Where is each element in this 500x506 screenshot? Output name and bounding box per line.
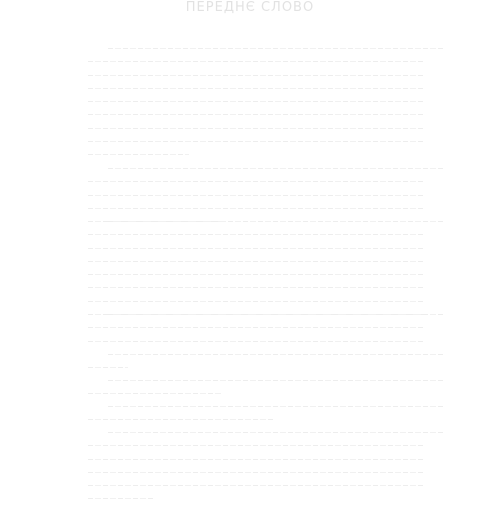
paragraph-1 xyxy=(88,42,424,162)
page-heading: ПЕРЕДНЄ СЛОВО xyxy=(185,0,315,15)
paragraph-4 xyxy=(88,308,424,348)
paragraph-7 xyxy=(88,400,424,427)
paragraph-6 xyxy=(88,374,424,401)
paragraph-8 xyxy=(88,426,424,506)
paragraph-5 xyxy=(88,348,424,375)
